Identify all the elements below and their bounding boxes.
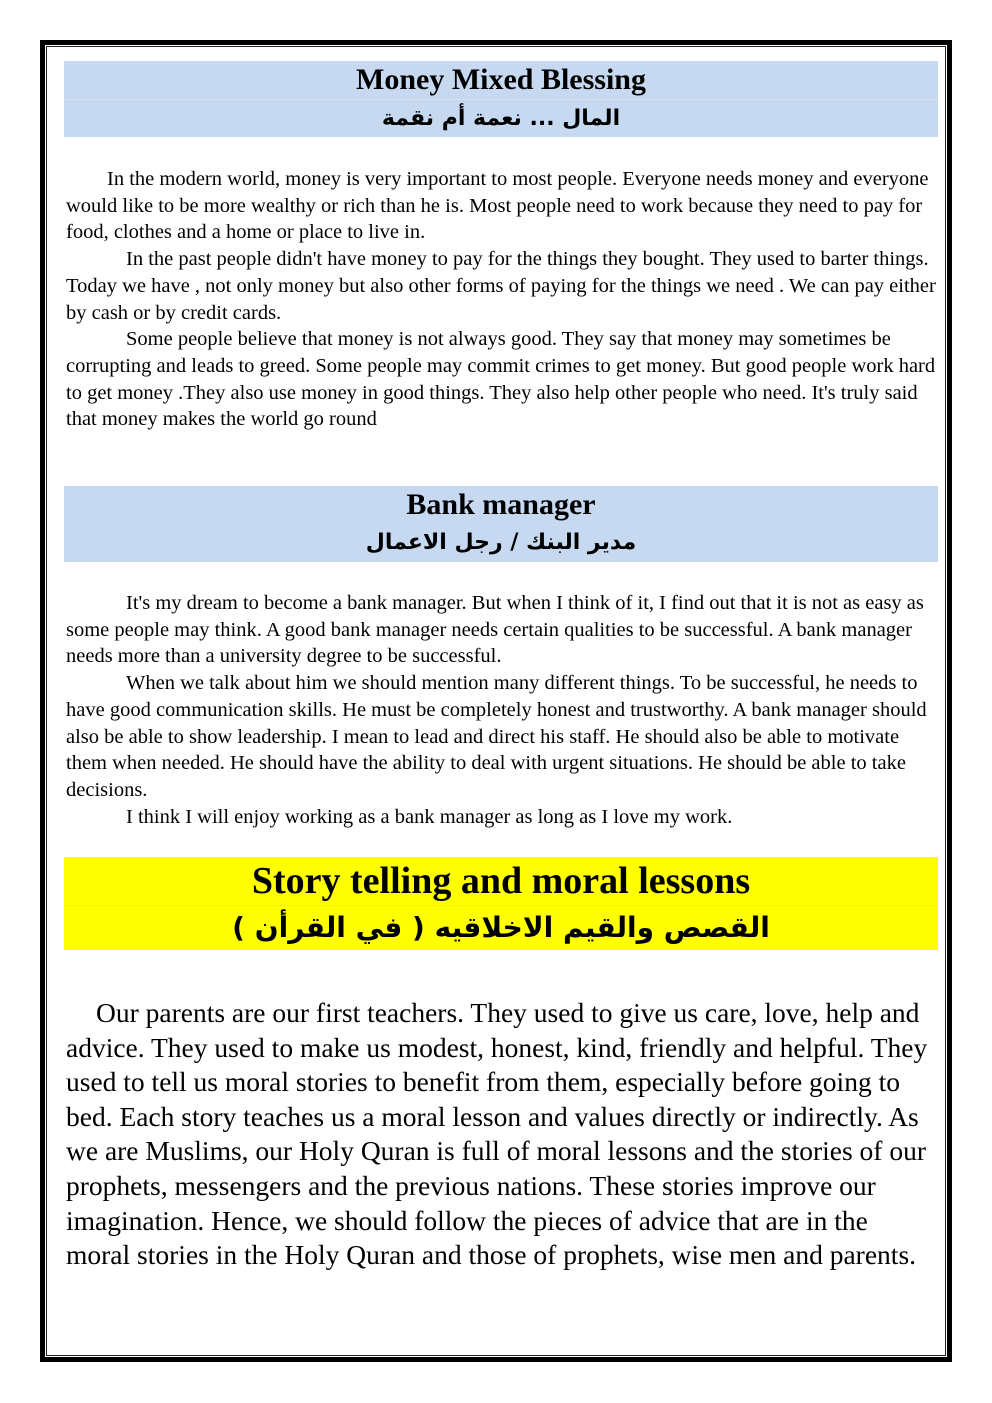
section-body-story-telling xyxy=(66,996,938,1273)
section-title-en: Bank manager xyxy=(406,488,596,521)
section-title-en: Money Mixed Blessing xyxy=(356,63,646,96)
paragraph: I think I will enjoy working as a bank manager as long as I love my work. xyxy=(126,805,733,828)
paragraph: Some people believe that money is not always good. They say that money may sometimes be corrupting and leads to greed. Some people may commit crimes to get money. But good people work hard to get money .They also use money in good things. They also help other people who need. It's truly said that money makes the world go round xyxy=(66,328,936,431)
section-header-bank-manager xyxy=(64,486,938,562)
section-title-ar: القصص والقيم الاخلاقيه ( في القرأن ) xyxy=(64,905,938,950)
paragraph: In the modern world, money is very important to most people. Everyone needs money and everyone would like to be more wealthy or rich than he is. Most people need to work because they need to pay for food, clothes and a home or place to live in. xyxy=(66,168,929,244)
section-body-money xyxy=(66,166,938,433)
section-body-bank-manager xyxy=(66,590,938,830)
section-title-en: Story telling and moral lessons xyxy=(251,860,751,902)
section-header-money xyxy=(64,61,938,137)
section-header-story-telling xyxy=(64,857,938,950)
section-title-ar: مدير البنك / رجل الاعمال xyxy=(365,530,637,555)
paragraph: Our parents are our first teachers. They used to give us care, love, help and advice. They used to make us modest, honest, kind, friendly and helpful. They used to tell us moral stories to benefit from them, especially before going to bed. Each story teaches us a moral lesson and values directly or indirectly. As we are Muslims, our Holy Quran is full of moral lessons and the stories of our prophets, messengers and the previous nations. These stories improve our imagination. Hence, we should follow the pieces of advice that are in the moral stories in the Holy Quran and those of prophets, wise men and parents. xyxy=(66,997,928,1271)
paragraph: In the past people didn't have money to pay for the things they bought. They used to barter things. Today we have , not only money but also other forms of paying for the things we need . We can pay either by cash or by credit cards. xyxy=(66,248,936,324)
paragraph: It's my dream to become a bank manager. But when I think of it, I find out that it is not as easy as some people may think. A good bank manager needs certain qualities to be successful. A bank manager needs more than a university degree to be successful. xyxy=(66,592,924,668)
paragraph: When we talk about him we should mention many different things. To be successful, he needs to have good communication skills. He must be completely honest and trustworthy. A bank manager should also be able to show leadership. I mean to lead and direct his staff. He should also be able to motivate them when needed. He should have the ability to deal with urgent situations. He should be able to take decisions. xyxy=(66,672,927,801)
section-title-ar: المال ... نعمة أم نقمة xyxy=(64,99,938,138)
